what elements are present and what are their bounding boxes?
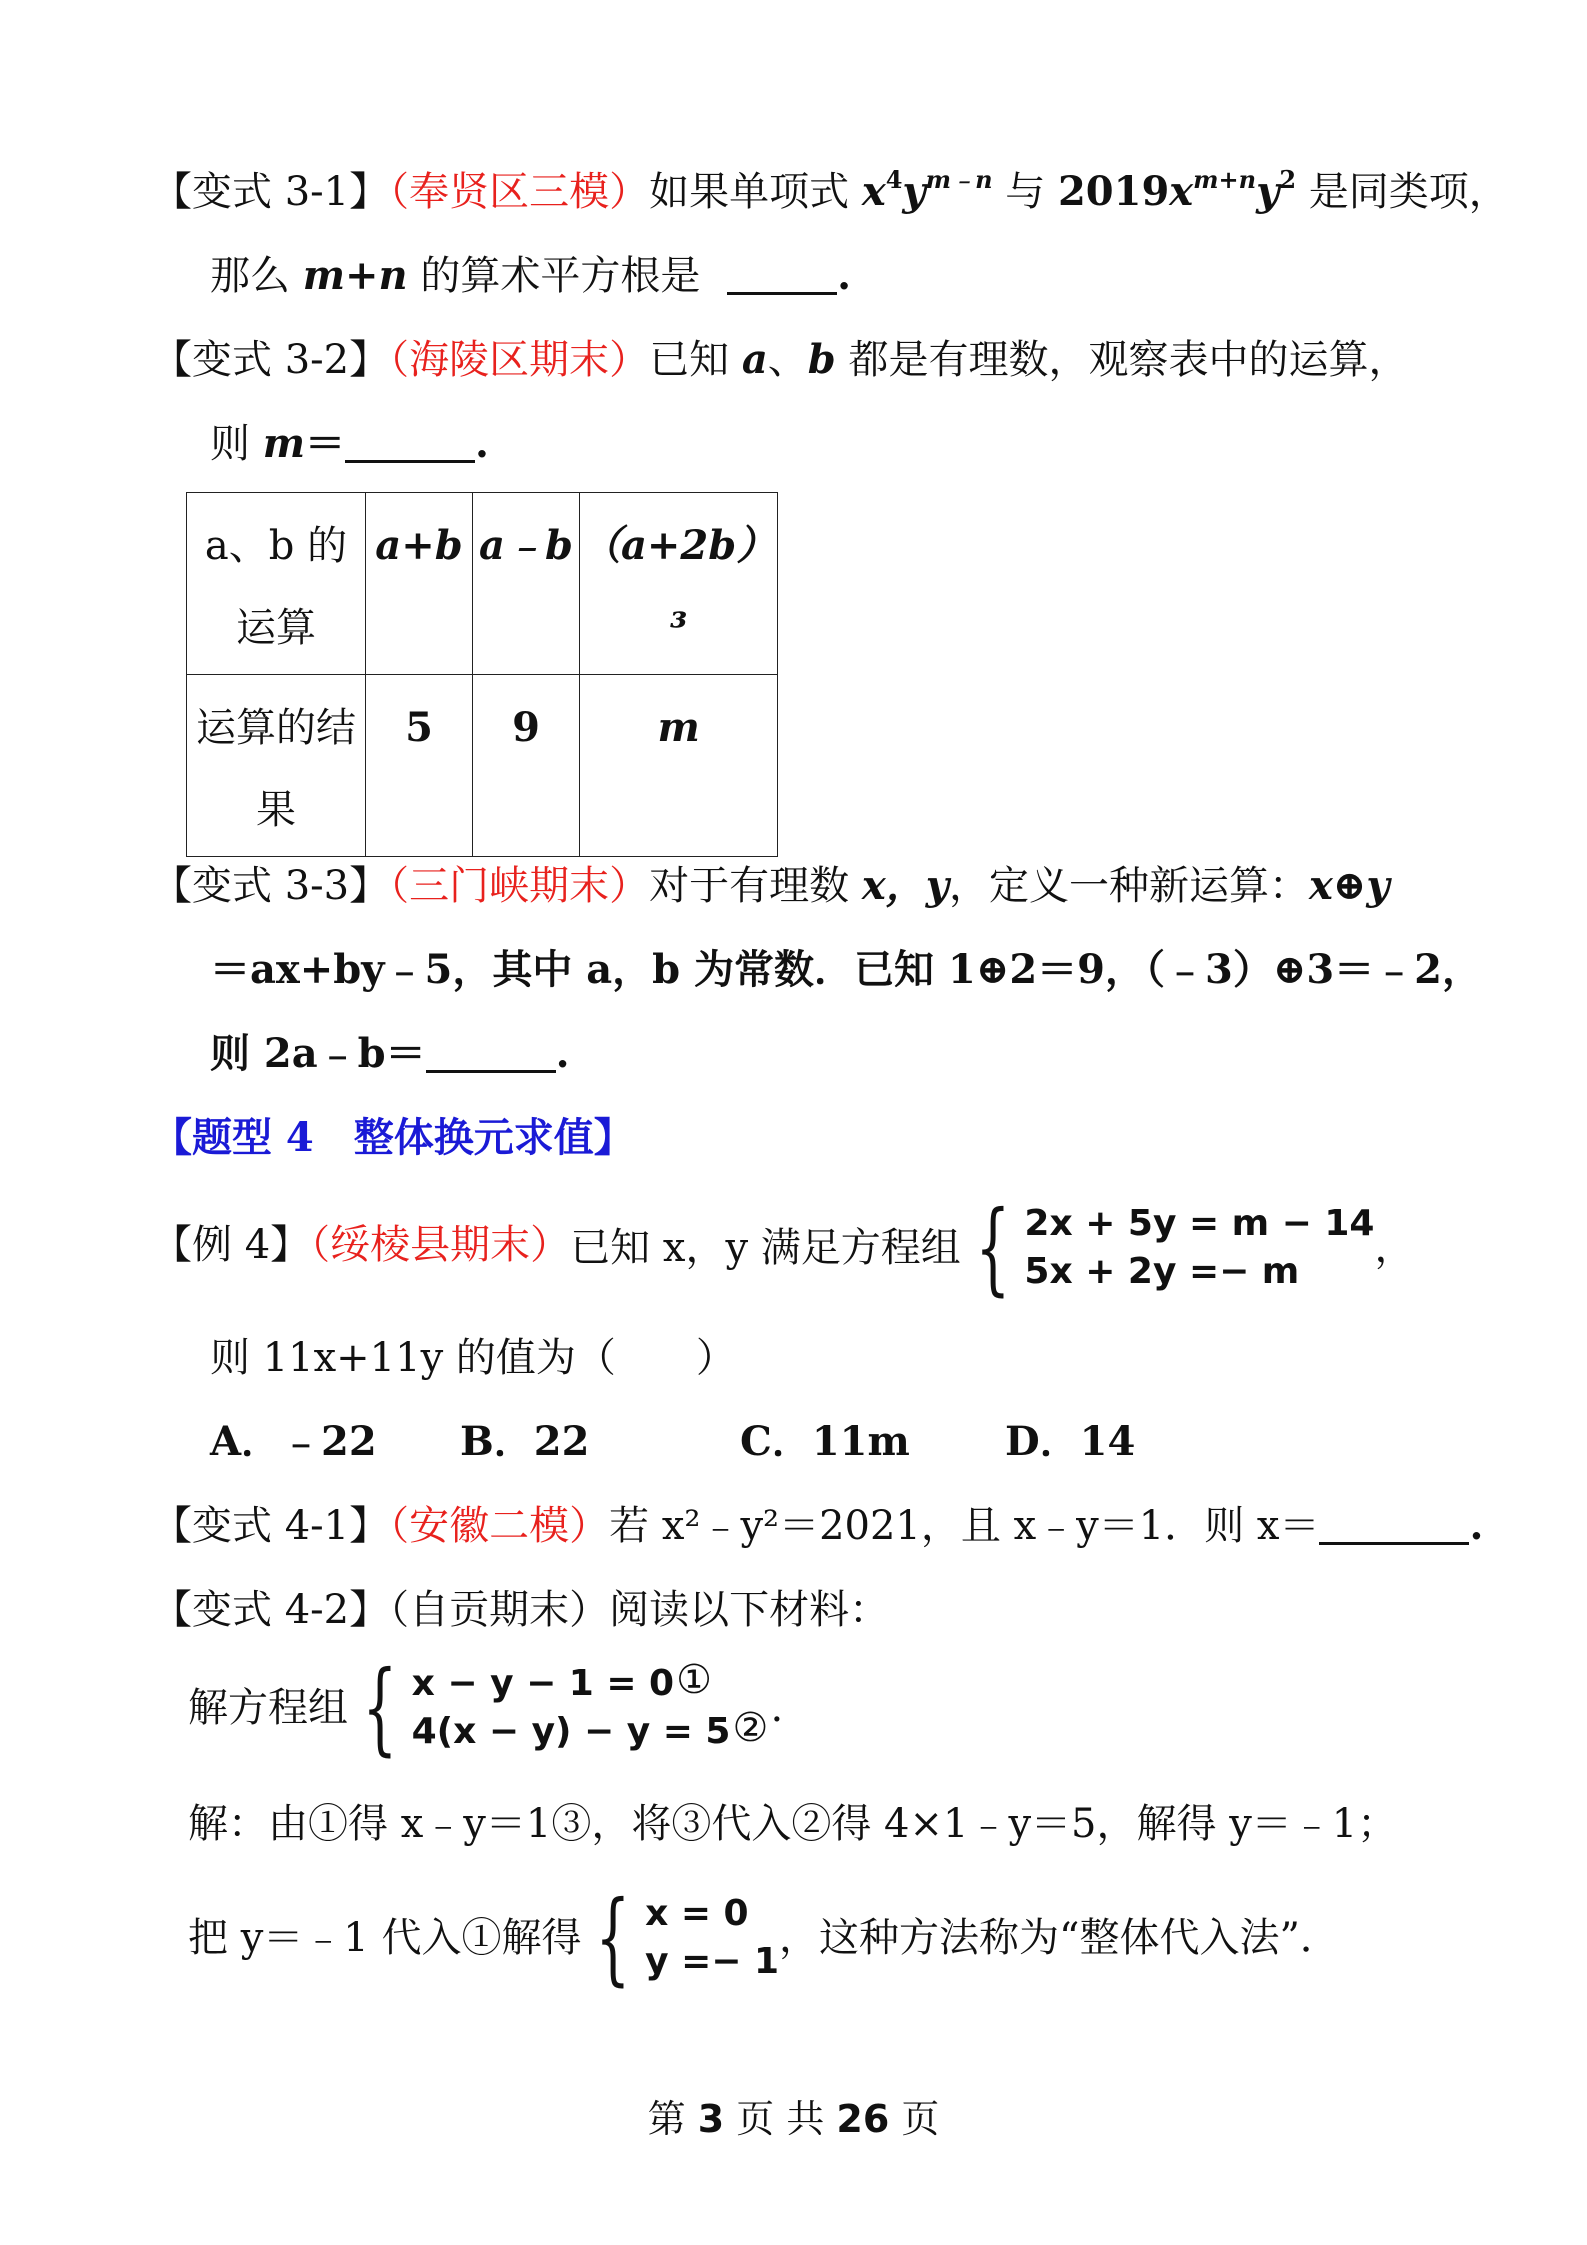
page-number: 3 (697, 2097, 725, 2141)
exp: 2 (1279, 165, 1297, 195)
variant-tag: 【变式 3-1】 (152, 169, 390, 215)
expr: m+n (302, 252, 408, 299)
variant-3-3-line2 (210, 946, 1482, 994)
answer-blank[interactable] (1319, 1504, 1469, 1545)
variant-3-1-line2 (210, 252, 851, 300)
source-label: （海陵区期末） (389, 337, 650, 383)
period: . (1469, 1502, 1484, 1549)
var: m (262, 420, 306, 467)
table-cell: 5 (366, 675, 473, 857)
source-label: （绥棱县期末） (310, 1222, 571, 1268)
option-d[interactable]: D．14 (1005, 1418, 1136, 1465)
text: 与 (992, 169, 1058, 215)
var: a (741, 336, 768, 383)
period: . (475, 420, 489, 467)
equation-system (1024, 1200, 1374, 1296)
equation-system (411, 1657, 771, 1756)
comma: ， (1374, 1225, 1415, 1271)
table-cell: 运算的结果 (187, 675, 366, 857)
answer-blank[interactable] (727, 254, 837, 295)
text: 那么 (210, 253, 303, 299)
variant-tag: 【变式 4-1】 (152, 1503, 390, 1549)
equation: 5x + 2y =− m (1024, 1251, 1300, 1292)
variant-3-1-line1 (152, 165, 1509, 216)
text: 的算术平方根是 (407, 253, 701, 299)
variant-3-2-line2 (210, 420, 489, 468)
example-tag: 【例 4】 (152, 1222, 311, 1268)
variant-4-2-solution (188, 1800, 1397, 1848)
text: ，定义一种新运算： (948, 863, 1309, 909)
brace-icon: { (595, 1879, 631, 1996)
example-4-line2 (210, 1334, 736, 1382)
variant-tag: 【变式 4-2】 (152, 1587, 390, 1633)
text: 解方程组 (188, 1685, 348, 1731)
source-label: （安徽二模） (389, 1503, 610, 1549)
table-row (187, 675, 778, 857)
variant-3-3-line1 (152, 862, 1390, 910)
total-pages: 26 (836, 2097, 890, 2141)
question-text: 则 11x+11y 的值为（ ） (210, 1335, 736, 1381)
text: ，这种方法称为“整体代入法”． (779, 1915, 1340, 1961)
solution-system (645, 1890, 779, 1986)
option-a[interactable]: A．﹣22 (210, 1418, 377, 1465)
equation: x = 0 (645, 1893, 749, 1934)
source-label: （三门峡期末） (389, 863, 650, 909)
variant-tag: 【变式 3-3】 (152, 863, 390, 909)
text: ＝ax+by﹣5，其中 a，b 为常数．已知 1⊕2＝9，（﹣3）⊕3＝﹣2， (210, 946, 1483, 993)
table-cell: （a+2b）³ (580, 493, 778, 675)
text: 是同类项， (1296, 169, 1509, 215)
variant-4-2-system (188, 1649, 784, 1766)
var: y (1256, 168, 1280, 215)
footer-text: 第 (647, 2097, 686, 2141)
var: x (1169, 168, 1194, 215)
circled-number: ② (732, 1705, 769, 1751)
period: . (770, 1685, 784, 1731)
variant-4-2-conclusion (188, 1879, 1340, 1996)
period: . (555, 1030, 570, 1077)
table-cell: a+b (366, 493, 473, 675)
text: 如果单项式 (649, 169, 862, 215)
answer-blank[interactable] (426, 1032, 556, 1073)
variant-4-2-line1 (152, 1586, 889, 1634)
exp: m+n (1193, 165, 1257, 195)
equation: y =− 1 (645, 1941, 780, 1982)
source-label: （奉贤区三模） (389, 169, 650, 215)
text: 则 2a﹣b＝ (210, 1030, 426, 1077)
table-cell: m (580, 675, 778, 857)
option-c[interactable]: C．11m (740, 1418, 910, 1465)
equation: 2x + 5y = m − 14 (1024, 1203, 1375, 1244)
operation-table (186, 492, 778, 857)
text: 把 y＝﹣1 代入①解得 (188, 1915, 582, 1961)
var: y (902, 168, 926, 215)
table-row (187, 493, 778, 675)
variant-tag: 【变式 3-2】 (152, 337, 390, 383)
var: x (861, 168, 886, 215)
text: 已知 x，y 满足方程组 (570, 1225, 961, 1271)
example-4-line1 (152, 1189, 1415, 1306)
eq: ＝ (305, 420, 346, 467)
option-b[interactable]: B．22 (460, 1418, 590, 1465)
section-heading: 【题型 4 整体换元求值】 (152, 1114, 634, 1161)
footer-text: 页 共 (736, 2097, 825, 2141)
exp: m﹣n (925, 165, 993, 195)
example-4-options (210, 1418, 1135, 1466)
text: 则 (210, 421, 263, 467)
brace-icon: { (362, 1649, 398, 1766)
equation: 4(x − y) − y = 5 (411, 1711, 731, 1752)
coef: 2019 (1057, 168, 1170, 215)
footer-text: 页 (901, 2097, 940, 2141)
period: . (837, 252, 852, 299)
text: （自贡期末）阅读以下材料： (389, 1587, 890, 1633)
answer-blank[interactable] (345, 422, 475, 463)
text: 已知 (649, 337, 742, 383)
variant-3-2-line1 (152, 336, 1408, 384)
equation: x − y − 1 = 0 (411, 1663, 675, 1704)
text: 若 x²﹣y²＝2021，且 x﹣y＝1．则 x＝ (609, 1503, 1320, 1549)
exp: 4 (885, 165, 903, 195)
page-footer (0, 2088, 1587, 2143)
variant-4-1-line (152, 1502, 1483, 1550)
variant-3-3-line3 (210, 1030, 570, 1078)
text: 都是有理数，观察表中的运算， (835, 337, 1409, 383)
var: b (807, 336, 836, 383)
table-cell: a、b 的运算 (187, 493, 366, 675)
solution-text: 解：由①得 x﹣y＝1③，将③代入②得 4×1﹣y＝5，解得 y＝﹣1； (188, 1801, 1398, 1847)
circled-number: ① (676, 1657, 713, 1703)
operation: x⊕y (1308, 862, 1390, 909)
text: 、 (767, 337, 808, 383)
brace-icon: { (975, 1189, 1011, 1306)
vars: x，y (861, 862, 949, 909)
text: 对于有理数 (649, 863, 862, 909)
table-cell: 9 (473, 675, 580, 857)
table-cell: a﹣b (473, 493, 580, 675)
